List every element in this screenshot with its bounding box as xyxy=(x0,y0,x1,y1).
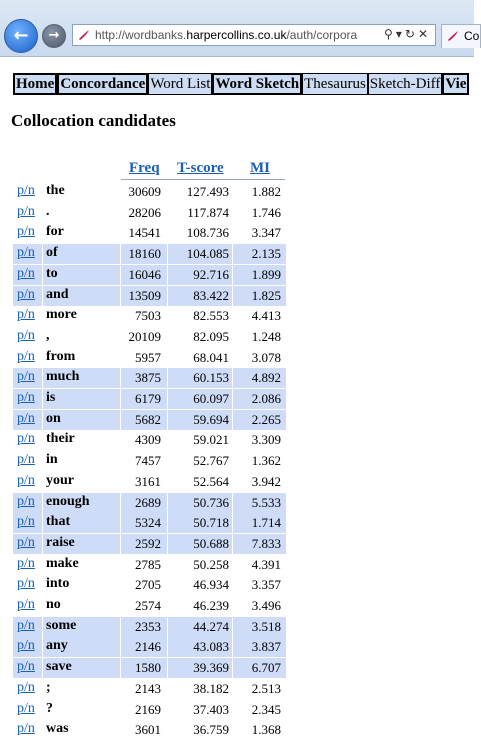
tscore-value: 117.874 xyxy=(187,204,229,220)
mi-value: 2.265 xyxy=(251,411,281,427)
pn-link[interactable]: p/n xyxy=(17,245,35,261)
table-row xyxy=(13,348,286,368)
mi-value: 1.882 xyxy=(251,184,281,199)
nav-button-thesaurus[interactable]: Thesaurus xyxy=(302,73,368,95)
mi-value: 6.707 xyxy=(251,660,281,676)
cell-divider xyxy=(167,368,168,388)
freq-value: 2785 xyxy=(135,556,161,572)
collocate-word: , xyxy=(46,327,50,343)
collocate-word: and xyxy=(46,286,69,302)
pn-link[interactable]: p/n xyxy=(17,265,35,281)
pn-link[interactable]: p/n xyxy=(17,721,35,737)
cell-divider xyxy=(42,368,43,388)
forward-button[interactable]: → xyxy=(42,24,66,48)
pn-link[interactable]: p/n xyxy=(17,493,35,509)
nav-button-word-sketch[interactable]: Word Sketch xyxy=(212,73,302,95)
pn-link[interactable]: p/n xyxy=(17,390,35,405)
mi-value: 1.899 xyxy=(251,266,281,282)
collocate-word: to xyxy=(46,265,58,281)
browser-toolbar xyxy=(0,0,480,57)
tscore-value: 59.021 xyxy=(193,432,229,448)
freq-value: 3875 xyxy=(135,370,161,386)
tscore-value: 127.493 xyxy=(186,184,229,199)
mi-value: 1.746 xyxy=(251,204,281,220)
mi-value: 4.413 xyxy=(251,308,281,324)
table-row xyxy=(13,575,286,595)
pn-link[interactable]: p/n xyxy=(17,327,35,343)
table-row xyxy=(13,658,286,678)
collocate-word: of xyxy=(46,245,58,261)
pn-link[interactable]: p/n xyxy=(17,534,35,550)
freq-value: 3601 xyxy=(135,722,161,738)
tscore-value: 52.564 xyxy=(193,473,229,489)
freq-value: 30609 xyxy=(128,184,161,199)
tscore-value: 108.736 xyxy=(186,225,229,241)
pn-link[interactable]: p/n xyxy=(17,659,35,675)
collocate-word: make xyxy=(46,555,79,571)
cell-divider xyxy=(232,410,233,430)
pn-link[interactable]: p/n xyxy=(17,286,35,302)
table-row xyxy=(13,637,286,657)
table-row xyxy=(13,555,286,575)
pn-link[interactable]: p/n xyxy=(17,431,35,447)
freq-value: 16046 xyxy=(128,266,161,282)
mi-value: 5.533 xyxy=(251,494,281,510)
table-row xyxy=(13,430,286,450)
cell-divider xyxy=(42,658,43,678)
table-row xyxy=(13,306,286,326)
cell-divider xyxy=(42,265,43,285)
mi-value: 2.513 xyxy=(251,680,281,696)
cell-divider xyxy=(167,265,168,285)
mi-value: 3.942 xyxy=(251,473,281,489)
freq-value: 7503 xyxy=(135,308,161,324)
mi-value: 7.833 xyxy=(251,535,281,551)
cell-divider xyxy=(120,617,121,637)
cell-divider xyxy=(232,493,233,513)
cell-divider xyxy=(167,513,168,533)
cell-divider xyxy=(232,244,233,264)
freq-value: 1580 xyxy=(135,660,161,676)
tab-favicon-icon xyxy=(446,29,460,43)
cell-divider xyxy=(42,410,43,430)
tscore-value: 50.688 xyxy=(193,535,229,551)
cell-divider xyxy=(232,637,233,657)
tscore-value: 60.097 xyxy=(193,391,229,406)
tscore-value: 82.553 xyxy=(193,308,229,324)
collocate-word: ? xyxy=(46,700,53,716)
collocate-word: much xyxy=(46,369,80,385)
cell-divider xyxy=(42,534,43,554)
mi-value: 4.391 xyxy=(251,556,281,572)
mi-value: 2.135 xyxy=(251,246,281,262)
cell-divider xyxy=(120,244,121,264)
collocate-word: the xyxy=(46,183,65,198)
tscore-value: 82.095 xyxy=(193,328,229,344)
table-row xyxy=(13,203,286,223)
mi-value: 3.837 xyxy=(251,639,281,655)
table-row xyxy=(13,513,286,533)
pn-link[interactable]: p/n xyxy=(17,597,35,612)
freq-value: 28206 xyxy=(128,204,161,220)
cell-divider xyxy=(120,534,121,554)
pn-link[interactable]: p/n xyxy=(17,472,35,488)
tscore-value: 68.041 xyxy=(193,349,229,365)
tab-label: Co xyxy=(464,29,480,43)
cell-divider xyxy=(42,286,43,306)
tscore-value: 50.258 xyxy=(193,556,229,572)
table-row xyxy=(13,244,286,264)
collocate-word: no xyxy=(46,597,61,612)
collocate-word: raise xyxy=(46,534,75,550)
freq-value: 2574 xyxy=(135,598,161,613)
tscore-value: 50.736 xyxy=(193,494,229,510)
cell-divider xyxy=(232,389,233,409)
mi-value: 3.309 xyxy=(251,432,281,448)
cell-divider xyxy=(120,493,121,513)
freq-value: 6179 xyxy=(135,391,161,406)
mi-value: 3.078 xyxy=(251,349,281,365)
collocate-word: more xyxy=(46,307,77,323)
cell-divider xyxy=(120,658,121,678)
pn-link[interactable]: p/n xyxy=(17,514,35,530)
pn-link[interactable]: p/n xyxy=(17,410,35,426)
collocate-word: . xyxy=(46,203,50,219)
cell-divider xyxy=(120,513,121,533)
cell-divider xyxy=(232,534,233,554)
collocate-word: enough xyxy=(46,493,90,509)
tscore-value: 83.422 xyxy=(193,287,229,303)
pn-link[interactable]: p/n xyxy=(17,679,35,695)
pn-link[interactable]: p/n xyxy=(17,307,35,323)
table-row xyxy=(13,451,286,471)
cell-divider xyxy=(167,493,168,513)
mi-value: 2.345 xyxy=(251,701,281,717)
site-favicon-icon xyxy=(77,28,91,42)
freq-value: 2705 xyxy=(135,577,161,593)
cell-divider xyxy=(42,617,43,637)
collocate-word: for xyxy=(46,224,64,240)
collocate-word: from xyxy=(46,348,76,364)
pn-link[interactable]: p/n xyxy=(17,700,35,716)
table-row xyxy=(13,700,286,720)
collocate-word: any xyxy=(46,638,68,654)
pn-link[interactable]: p/n xyxy=(17,203,35,219)
freq-column-header[interactable]: Freq xyxy=(129,160,160,176)
tscore-value: 60.153 xyxy=(193,370,229,386)
address-bar[interactable] xyxy=(72,24,436,46)
cell-divider xyxy=(167,617,168,637)
freq-value: 2143 xyxy=(135,680,161,696)
tscore-value: 92.716 xyxy=(193,266,229,282)
collocate-word: in xyxy=(46,452,58,468)
cell-divider xyxy=(232,658,233,678)
freq-value: 5957 xyxy=(135,349,161,365)
cell-divider xyxy=(167,534,168,554)
nav-button-concordance[interactable]: Concordance xyxy=(57,73,148,95)
tscore-value: 46.934 xyxy=(193,577,229,593)
collocate-word: their xyxy=(46,431,75,447)
cell-divider xyxy=(42,637,43,657)
browser-tab[interactable] xyxy=(441,24,481,48)
mi-value: 1.248 xyxy=(251,328,281,344)
table-row xyxy=(13,182,286,202)
cell-divider xyxy=(232,617,233,637)
cell-divider xyxy=(120,368,121,388)
tscore-value: 52.767 xyxy=(193,453,229,469)
freq-value: 4309 xyxy=(135,432,161,448)
freq-value: 14541 xyxy=(128,225,161,241)
nav-button-sketch-diff[interactable]: Sketch-Diff xyxy=(368,73,443,95)
table-row xyxy=(13,265,286,285)
tscore-value: 36.759 xyxy=(193,722,229,738)
pn-link[interactable]: p/n xyxy=(17,183,35,198)
freq-value: 18160 xyxy=(128,246,161,262)
back-button[interactable]: ← xyxy=(4,19,38,53)
cell-divider xyxy=(42,244,43,264)
table-row xyxy=(13,410,286,430)
pn-link[interactable]: p/n xyxy=(17,555,35,571)
refresh-icon[interactable]: ↻ xyxy=(404,27,418,41)
pn-link[interactable]: p/n xyxy=(17,617,35,633)
tscore-value: 37.403 xyxy=(193,701,229,717)
cell-divider xyxy=(120,265,121,285)
cell-divider xyxy=(120,286,121,306)
freq-value: 3161 xyxy=(135,473,161,489)
mi-value: 2.086 xyxy=(251,391,281,406)
collocate-word: is xyxy=(46,390,56,405)
cell-divider xyxy=(42,389,43,409)
mi-value: 3.496 xyxy=(251,598,281,613)
cell-divider xyxy=(167,389,168,409)
cell-divider xyxy=(232,286,233,306)
mi-value: 1.825 xyxy=(251,287,281,303)
cell-divider xyxy=(167,658,168,678)
nav-button-word-list[interactable]: Word List xyxy=(148,73,212,95)
cell-divider xyxy=(167,410,168,430)
cell-divider xyxy=(42,513,43,533)
pn-link[interactable]: p/n xyxy=(17,369,35,385)
tscore-value: 38.182 xyxy=(193,680,229,696)
freq-value: 5324 xyxy=(135,515,161,531)
main-nav xyxy=(13,73,469,95)
freq-value: 2146 xyxy=(135,639,161,655)
tscore-column-header[interactable]: T-score xyxy=(177,160,224,176)
cell-divider xyxy=(167,286,168,306)
tscore-value: 43.083 xyxy=(193,639,229,655)
search-icon[interactable]: ⚲ xyxy=(384,27,396,41)
collocate-word: that xyxy=(46,514,71,530)
cell-divider xyxy=(232,368,233,388)
collocate-word: your xyxy=(46,472,74,488)
collocate-word: ; xyxy=(46,679,51,695)
table-header xyxy=(13,160,286,180)
dropdown-icon[interactable]: ▾ xyxy=(395,27,405,41)
cell-divider xyxy=(42,493,43,513)
mi-column-header[interactable]: MI xyxy=(250,160,270,176)
page-title: Collocation candidates xyxy=(11,111,176,130)
table-row xyxy=(13,617,286,637)
tscore-value: 39.369 xyxy=(193,660,229,676)
mi-value: 1.362 xyxy=(251,453,281,469)
collocate-word: save xyxy=(46,659,72,675)
stop-icon[interactable]: ✕ xyxy=(417,27,431,41)
table-row xyxy=(13,493,286,513)
pn-link[interactable]: p/n xyxy=(17,576,35,592)
table-row xyxy=(13,596,286,616)
freq-value: 2353 xyxy=(135,618,161,634)
mi-value: 4.892 xyxy=(251,370,281,386)
table-row xyxy=(13,223,286,243)
table-row xyxy=(13,679,286,699)
header-underline xyxy=(121,179,285,180)
collocate-word: into xyxy=(46,576,70,592)
mi-value: 3.518 xyxy=(251,618,281,634)
freq-value: 5682 xyxy=(135,411,161,427)
nav-button-vie[interactable]: Vie xyxy=(442,73,469,95)
table-row xyxy=(13,472,286,492)
cell-divider xyxy=(120,389,121,409)
mi-value: 3.357 xyxy=(251,577,281,593)
mi-value: 1.368 xyxy=(251,722,281,738)
cell-divider xyxy=(167,244,168,264)
freq-value: 7457 xyxy=(135,453,161,469)
nav-button-home[interactable]: Home xyxy=(13,73,57,95)
pn-link[interactable]: p/n xyxy=(17,348,35,364)
pn-link[interactable]: p/n xyxy=(17,224,35,240)
url-text: http://wordbanks.harpercollins.co.uk/auth/corpora xyxy=(95,28,358,42)
collocate-word: was xyxy=(46,721,69,737)
tscore-value: 104.085 xyxy=(186,246,229,262)
mi-value: 3.347 xyxy=(251,225,281,241)
freq-value: 2592 xyxy=(135,535,161,551)
table-row xyxy=(13,286,286,306)
freq-value: 13509 xyxy=(128,287,161,303)
cell-divider xyxy=(167,637,168,657)
table-row xyxy=(13,368,286,388)
mi-value: 1.714 xyxy=(251,515,281,531)
pn-link[interactable]: p/n xyxy=(17,452,35,468)
tscore-value: 59.694 xyxy=(193,411,229,427)
pn-link[interactable]: p/n xyxy=(17,638,35,654)
cell-divider xyxy=(232,513,233,533)
collocate-word: on xyxy=(46,410,61,426)
collocate-word: some xyxy=(46,617,77,633)
freq-value: 2689 xyxy=(135,494,161,510)
cell-divider xyxy=(120,637,121,657)
table-row xyxy=(13,389,286,409)
address-bar-icons xyxy=(384,27,431,41)
freq-value: 2169 xyxy=(135,701,161,717)
tscore-value: 46.239 xyxy=(193,598,229,613)
cell-divider xyxy=(232,265,233,285)
table-row xyxy=(13,720,286,740)
table-row xyxy=(13,327,286,347)
tscore-value: 44.274 xyxy=(193,618,229,634)
cell-divider xyxy=(120,410,121,430)
tscore-value: 50.718 xyxy=(193,515,229,531)
freq-value: 20109 xyxy=(128,328,161,344)
table-row xyxy=(13,534,286,554)
